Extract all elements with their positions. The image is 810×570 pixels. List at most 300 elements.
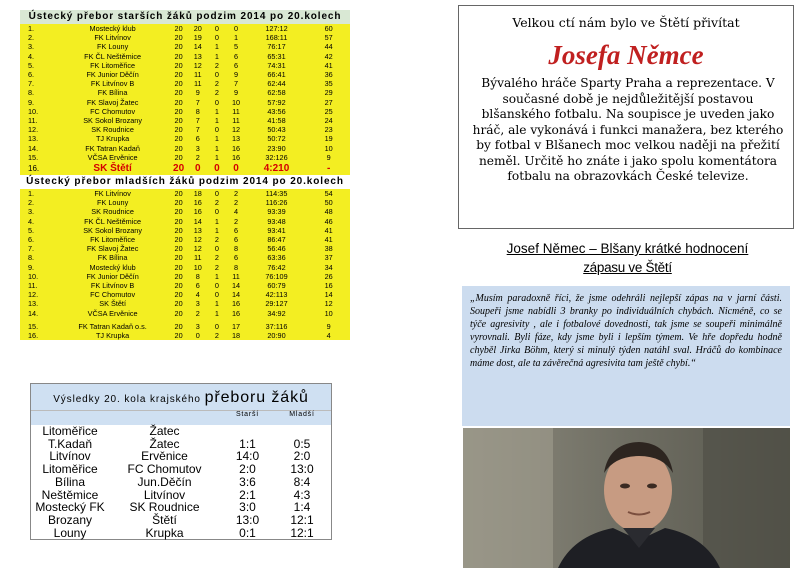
team-cell: FK ČL Neštěmice xyxy=(84,216,142,226)
losses-cell: 4 xyxy=(234,207,239,217)
wins-cell: 2 xyxy=(195,308,200,318)
team-cell: VČSA Ervěnice xyxy=(87,308,138,318)
results-title xyxy=(31,384,331,410)
older-standings-body xyxy=(20,24,350,175)
draws-cell: 1 xyxy=(214,42,219,52)
position-cell: 16. xyxy=(28,331,39,341)
position-cell: 5. xyxy=(28,225,35,235)
played-cell: 20 xyxy=(174,24,183,33)
result-younger-cell: 12:1 xyxy=(290,525,314,540)
score-cell: 50:43 xyxy=(267,125,286,135)
team-cell: Mostecký klub xyxy=(89,24,136,33)
older-standings-title: Ústecký přebor starších žáků podzim 2014 po 20.kolech xyxy=(20,10,350,24)
result-away-cell: SK Roudnice xyxy=(129,500,200,515)
played-cell: 20 xyxy=(174,143,183,153)
score-cell: 29:127 xyxy=(265,299,288,309)
points-cell: 24 xyxy=(324,116,333,126)
table-row xyxy=(20,24,350,33)
points-cell: 60 xyxy=(324,24,333,33)
points-cell: 25 xyxy=(324,106,333,116)
table-row xyxy=(20,253,350,262)
score-cell: 43:56 xyxy=(267,106,286,116)
wins-cell: 3 xyxy=(195,299,200,309)
played-cell: 20 xyxy=(174,262,183,272)
result-home-cell: Litvínov xyxy=(49,449,91,464)
played-cell: 20 xyxy=(173,163,185,175)
score-cell: 74:31 xyxy=(267,60,286,70)
interview-headline xyxy=(465,239,790,277)
wins-cell: 16 xyxy=(193,198,202,208)
result-home-cell: Litoměřice xyxy=(42,462,98,477)
headline-line-2: zápasu ve Štětí xyxy=(583,260,672,275)
team-cell: VČSA Ervěnice xyxy=(87,152,138,162)
score-cell: 76:17 xyxy=(267,42,286,52)
score-cell: 4:210 xyxy=(263,163,290,175)
score-cell: 41:58 xyxy=(267,116,286,126)
team-cell: FK ČL Neštěmice xyxy=(84,51,142,61)
score-cell: 37:116 xyxy=(265,321,288,331)
draws-cell: 2 xyxy=(214,253,219,263)
draws-cell: 2 xyxy=(214,60,219,70)
points-cell: 54 xyxy=(324,189,333,199)
score-cell: 20:90 xyxy=(267,331,286,341)
played-cell: 20 xyxy=(174,308,183,318)
score-cell: 65:31 xyxy=(267,51,286,61)
points-cell: 57 xyxy=(324,33,333,43)
losses-cell: 6 xyxy=(234,60,239,70)
draws-cell: 0 xyxy=(214,163,220,175)
score-cell: 34:92 xyxy=(267,308,286,318)
team-cell: SK Roudnice xyxy=(91,125,134,135)
position-cell: 14. xyxy=(28,308,39,318)
position-cell: 8. xyxy=(28,253,35,263)
wins-cell: 14 xyxy=(193,216,202,226)
wins-cell: 13 xyxy=(193,225,202,235)
played-cell: 20 xyxy=(174,106,183,116)
points-cell: 10 xyxy=(324,308,333,318)
points-cell: 48 xyxy=(324,207,333,217)
results-grid xyxy=(31,425,331,539)
played-cell: 20 xyxy=(174,51,183,61)
wins-cell: 11 xyxy=(193,79,202,89)
played-cell: 20 xyxy=(174,271,183,281)
result-younger-cell: 4:3 xyxy=(293,487,311,502)
team-cell: FK Slavoj Žatec xyxy=(86,97,139,107)
portrait-illustration xyxy=(463,428,790,568)
points-cell: 4 xyxy=(326,331,331,341)
score-cell: 66:41 xyxy=(267,70,286,80)
position-cell: 3. xyxy=(28,207,35,217)
played-cell: 20 xyxy=(174,189,183,199)
team-cell: Mostecký klub xyxy=(89,262,136,272)
results-away-column xyxy=(109,425,220,539)
result-home-cell: T.Kadaň xyxy=(47,436,93,451)
points-cell: 41 xyxy=(324,225,333,235)
played-cell: 20 xyxy=(174,116,183,126)
table-row xyxy=(20,272,350,281)
losses-cell: 16 xyxy=(232,152,241,162)
team-cell: SK Sokol Brozany xyxy=(83,225,142,235)
draws-cell: 2 xyxy=(214,331,219,341)
position-cell: 16. xyxy=(28,164,40,174)
wins-cell: 18 xyxy=(193,189,202,199)
draws-cell: 1 xyxy=(214,152,219,162)
result-away-cell: Štětí xyxy=(152,512,177,527)
result-away-cell: Ervěnice xyxy=(141,449,188,464)
played-cell: 20 xyxy=(174,281,183,291)
result-older-cell: 2:1 xyxy=(239,487,256,502)
losses-cell: 2 xyxy=(234,189,239,199)
points-cell: 14 xyxy=(324,290,333,300)
younger-standings-table xyxy=(20,189,350,340)
result-home-cell: Bílina xyxy=(54,474,86,489)
position-cell: 7. xyxy=(28,79,35,89)
results-subheader xyxy=(31,410,331,425)
score-cell: 57:92 xyxy=(267,97,286,107)
score-cell: 76:42 xyxy=(267,262,286,272)
losses-cell: 1 xyxy=(234,33,239,43)
team-cell: TJ Krupka xyxy=(95,331,130,341)
played-cell: 20 xyxy=(174,225,183,235)
played-cell: 20 xyxy=(174,42,183,52)
position-cell: 14. xyxy=(28,143,39,153)
wins-cell: 4 xyxy=(195,290,200,300)
position-cell: 6. xyxy=(28,235,35,245)
team-cell: SK Štětí xyxy=(93,163,132,175)
draws-cell: 1 xyxy=(214,134,219,144)
losses-cell: 0 xyxy=(234,24,239,33)
table-row xyxy=(20,281,350,290)
played-cell: 20 xyxy=(174,321,183,331)
draws-cell: 0 xyxy=(214,33,219,43)
table-row xyxy=(20,244,350,253)
position-cell: 7. xyxy=(28,244,35,254)
position-cell: 11. xyxy=(28,281,38,291)
wins-cell: 6 xyxy=(195,281,200,291)
position-cell: 12. xyxy=(28,290,39,300)
standings-section xyxy=(20,10,350,340)
wins-cell: 19 xyxy=(193,33,202,43)
played-cell: 20 xyxy=(174,207,183,217)
wins-cell: 13 xyxy=(193,51,202,61)
points-cell: 50 xyxy=(324,198,333,208)
wins-cell: 3 xyxy=(195,143,200,153)
losses-cell: 16 xyxy=(232,308,241,318)
wins-cell: 11 xyxy=(193,70,202,80)
losses-cell: 6 xyxy=(234,225,239,235)
score-cell: 114:35 xyxy=(265,189,288,199)
points-cell: 10 xyxy=(324,143,333,153)
position-cell: 2. xyxy=(28,33,35,43)
wins-cell: 2 xyxy=(195,152,200,162)
points-cell: 41 xyxy=(324,235,333,245)
draws-cell: 1 xyxy=(214,271,219,281)
headline-line-1: Josef Němec – Blšany krátké hodnocení xyxy=(506,241,749,256)
table-row xyxy=(20,189,350,198)
score-cell: 76:109 xyxy=(265,271,288,281)
wins-cell: 7 xyxy=(195,125,200,135)
younger-standings-body xyxy=(20,189,350,340)
article-intro: Velkou ctí nám bylo ve Štětí přivítat xyxy=(512,15,740,30)
wins-cell: 9 xyxy=(195,88,200,98)
table-row xyxy=(20,134,350,143)
team-cell: FK Tatran Kadaň o.s. xyxy=(78,321,147,331)
position-cell: 2. xyxy=(28,198,35,208)
results-sub-older: Starší xyxy=(235,411,260,418)
table-row xyxy=(20,88,350,97)
points-cell: 41 xyxy=(324,60,333,70)
score-cell: 93:41 xyxy=(267,225,286,235)
played-cell: 20 xyxy=(174,216,183,226)
score-cell: 127:12 xyxy=(265,24,288,33)
table-row xyxy=(20,125,350,134)
draws-cell: 0 xyxy=(214,281,219,291)
table-row xyxy=(20,299,350,308)
team-cell: SK Štětí xyxy=(99,299,126,309)
wins-cell: 12 xyxy=(193,244,202,254)
team-cell: FK Louny xyxy=(96,42,129,52)
portrait-photo xyxy=(463,428,790,568)
result-older-cell: 13:0 xyxy=(235,512,260,527)
played-cell: 20 xyxy=(174,134,183,144)
result-home-cell: Mostecký FK xyxy=(35,500,105,515)
result-away-cell: FC Chomutov xyxy=(127,462,202,477)
draws-cell: 2 xyxy=(214,198,219,208)
played-cell: 20 xyxy=(174,97,183,107)
team-cell: SK Roudnice xyxy=(91,207,134,217)
article-name: Josefa Němce xyxy=(548,40,704,70)
wins-cell: 6 xyxy=(195,134,200,144)
draws-cell: 0 xyxy=(214,97,219,107)
table-row xyxy=(20,235,350,244)
points-cell: 27 xyxy=(324,97,333,107)
team-cell: FK Tatran Kadaň xyxy=(85,143,140,153)
result-older-cell: 3:0 xyxy=(239,500,256,515)
team-cell: TJ Krupka xyxy=(95,134,130,144)
table-row xyxy=(20,198,350,207)
team-cell: FK Litvínov B xyxy=(90,281,135,291)
team-cell: SK Sokol Brozany xyxy=(83,116,142,126)
results-older-column xyxy=(220,425,275,539)
wins-cell: 10 xyxy=(193,262,202,272)
played-cell: 20 xyxy=(174,253,183,263)
losses-cell: 6 xyxy=(234,235,239,245)
team-cell: FK Bílina xyxy=(97,253,128,263)
played-cell: 20 xyxy=(174,244,183,254)
table-row xyxy=(20,207,350,216)
losses-cell: 6 xyxy=(234,51,239,61)
younger-standings-title: Ústecký přebor mladších žáků podzim 2014 po 20.kolech xyxy=(20,175,350,189)
position-cell: 11. xyxy=(28,116,38,126)
result-away-cell: Jun.Děčín xyxy=(137,474,192,489)
result-older-cell: 0:1 xyxy=(239,525,256,540)
table-row xyxy=(20,52,350,61)
score-cell: 62:44 xyxy=(267,79,286,89)
table-row xyxy=(20,331,350,340)
wins-cell: 0 xyxy=(194,163,201,175)
points-cell: 23 xyxy=(324,125,333,135)
draws-cell: 0 xyxy=(214,125,219,135)
results-title-prefix: Výsledky 20. kola krajského xyxy=(53,394,205,405)
played-cell: 20 xyxy=(174,235,183,245)
position-cell: 1. xyxy=(28,189,35,199)
result-older-cell: 2:0 xyxy=(239,462,256,477)
losses-cell: 17 xyxy=(232,321,241,331)
wins-cell: 16 xyxy=(193,207,202,217)
article-body: Bývalého hráče Sparty Praha a reprezentace. V současné době je nejdůležitější postavou blšanského fotbalu. Na soupisce je uveden jako hráč, ale vykonává i funkci manažera, bez kterého by fotbal v Blšanech moc velkou naději na přežití neměl. Určitě ho znáte i jako spolu komentátora fotbalu na obrazovkách České televize. xyxy=(472,76,784,183)
points-cell: 42 xyxy=(324,51,333,61)
points-cell: - xyxy=(327,163,331,175)
wins-cell: 7 xyxy=(195,97,200,107)
points-cell: 26 xyxy=(324,271,333,281)
score-cell: 42:113 xyxy=(265,290,288,300)
played-cell: 20 xyxy=(174,70,183,80)
points-cell: 29 xyxy=(324,88,333,98)
points-cell: 16 xyxy=(324,281,333,291)
draws-cell: 1 xyxy=(214,116,219,126)
losses-cell: 0 xyxy=(233,163,239,175)
losses-cell: 7 xyxy=(234,79,239,89)
losses-cell: 14 xyxy=(232,290,241,300)
points-cell: 37 xyxy=(324,253,333,263)
losses-cell: 2 xyxy=(234,198,239,208)
draws-cell: 1 xyxy=(214,299,219,309)
losses-cell: 9 xyxy=(234,70,239,80)
quote-box xyxy=(462,286,790,426)
position-cell: 5. xyxy=(28,60,35,70)
interview-quote: „Musím paradoxně říci, že jsme odehráli nejlepší zápas na v jarní části. Soupeři jsme nabídli 3 branky po individuálních chybách. Nicméně, co se týče agresivity , ale i fotbalové dovednosti, tak jsme se soupeři minimálně vyrovnali. Byli fáze, kdy jsme byli i lepším týmem. Ve hře dopředu hodně chyběl Jirka Böhm, který si minulý týden natáhl sval. Hráčů do kombinace máme dost, ale ta závěrečná agresivita tam ještě chybí.“ xyxy=(470,293,782,370)
position-cell: 10. xyxy=(28,271,39,281)
draws-cell: 1 xyxy=(214,308,219,318)
position-cell: 8. xyxy=(28,88,35,98)
position-cell: 12. xyxy=(28,125,39,135)
result-home-cell: Litoměřice xyxy=(42,424,98,438)
team-cell: FK Litvínov B xyxy=(90,79,135,89)
result-home-cell: Neštěmice xyxy=(41,487,99,502)
points-cell: 35 xyxy=(324,79,333,89)
team-cell: FK Bílina xyxy=(97,88,128,98)
wins-cell: 8 xyxy=(195,106,200,116)
table-row xyxy=(20,116,350,125)
wins-cell: 12 xyxy=(193,60,202,70)
position-cell: 4. xyxy=(28,51,35,61)
result-younger-cell: 8:4 xyxy=(293,474,311,489)
draws-cell: 0 xyxy=(214,290,219,300)
result-older-cell: 3:6 xyxy=(239,474,256,489)
points-cell: 12 xyxy=(324,299,333,309)
table-row xyxy=(20,162,350,175)
played-cell: 20 xyxy=(174,299,183,309)
played-cell: 20 xyxy=(174,33,183,43)
team-cell: FK Junior Děčín xyxy=(86,271,139,281)
results-sub-younger: Mladší xyxy=(289,411,315,418)
score-cell: 56:46 xyxy=(267,244,286,254)
result-home-cell: Brozany xyxy=(47,512,93,527)
points-cell: 9 xyxy=(326,152,331,162)
draws-cell: 2 xyxy=(214,88,219,98)
table-row xyxy=(20,309,350,318)
table-row xyxy=(20,61,350,70)
result-younger-cell: 0:5 xyxy=(293,436,311,451)
team-cell: FC Chomutov xyxy=(90,290,136,300)
draws-cell: 1 xyxy=(214,143,219,153)
results-home-column xyxy=(31,425,109,539)
team-cell: FK Litvínov xyxy=(94,189,131,199)
result-away-cell: Krupka xyxy=(145,525,184,540)
result-older-cell: 14:0 xyxy=(235,449,260,464)
draws-cell: 0 xyxy=(214,244,219,254)
losses-cell: 9 xyxy=(234,88,239,98)
wins-cell: 14 xyxy=(193,42,202,52)
played-cell: 20 xyxy=(174,79,183,89)
points-cell: 38 xyxy=(324,244,333,254)
played-cell: 20 xyxy=(174,125,183,135)
points-cell: 44 xyxy=(324,42,333,52)
losses-cell: 11 xyxy=(232,106,240,116)
played-cell: 20 xyxy=(174,198,183,208)
table-row xyxy=(20,33,350,42)
score-cell: 63:36 xyxy=(267,253,286,263)
older-standings-table xyxy=(20,24,350,175)
position-cell: 10. xyxy=(28,106,39,116)
points-cell: 46 xyxy=(324,216,333,226)
draws-cell: 0 xyxy=(214,70,219,80)
score-cell: 23:90 xyxy=(267,143,286,153)
results-younger-column xyxy=(275,425,329,539)
draws-cell: 2 xyxy=(214,262,219,272)
played-cell: 20 xyxy=(174,60,183,70)
table-row xyxy=(20,322,350,331)
team-cell: FK Litoměřice xyxy=(90,235,136,245)
table-row xyxy=(20,42,350,51)
result-younger-cell: 2:0 xyxy=(293,449,311,464)
result-younger-cell: 1:4 xyxy=(293,500,311,515)
draws-cell: 2 xyxy=(214,235,219,245)
wins-cell: 3 xyxy=(195,321,200,331)
points-cell: 19 xyxy=(324,134,333,144)
result-younger-cell: 12:1 xyxy=(290,512,314,527)
losses-cell: 5 xyxy=(234,42,239,52)
table-row xyxy=(20,107,350,116)
table-row xyxy=(20,226,350,235)
played-cell: 20 xyxy=(174,152,183,162)
played-cell: 20 xyxy=(174,88,183,98)
losses-cell: 18 xyxy=(232,331,241,341)
position-cell: 1. xyxy=(28,24,35,33)
wins-cell: 20 xyxy=(193,24,202,33)
position-cell: 6. xyxy=(28,70,35,80)
losses-cell: 13 xyxy=(232,134,241,144)
score-cell: 93:39 xyxy=(267,207,286,217)
position-cell: 4. xyxy=(28,216,35,226)
wins-cell: 0 xyxy=(195,331,200,341)
result-away-cell: Žatec xyxy=(149,424,180,438)
team-cell: FK Litvínov xyxy=(94,33,131,43)
draws-cell: 1 xyxy=(214,225,219,235)
result-home-cell: Louny xyxy=(53,525,87,540)
draws-cell: 1 xyxy=(214,216,219,226)
losses-cell: 8 xyxy=(234,262,239,272)
losses-cell: 10 xyxy=(232,97,241,107)
table-row xyxy=(20,290,350,299)
score-cell: 93:48 xyxy=(267,216,286,226)
score-cell: 32:126 xyxy=(265,152,288,162)
result-away-cell: Litvínov xyxy=(143,487,186,502)
team-cell: FK Junior Děčín xyxy=(86,70,139,80)
score-cell: 116:26 xyxy=(265,198,288,208)
losses-cell: 16 xyxy=(232,299,241,309)
position-cell: 9. xyxy=(28,97,35,107)
